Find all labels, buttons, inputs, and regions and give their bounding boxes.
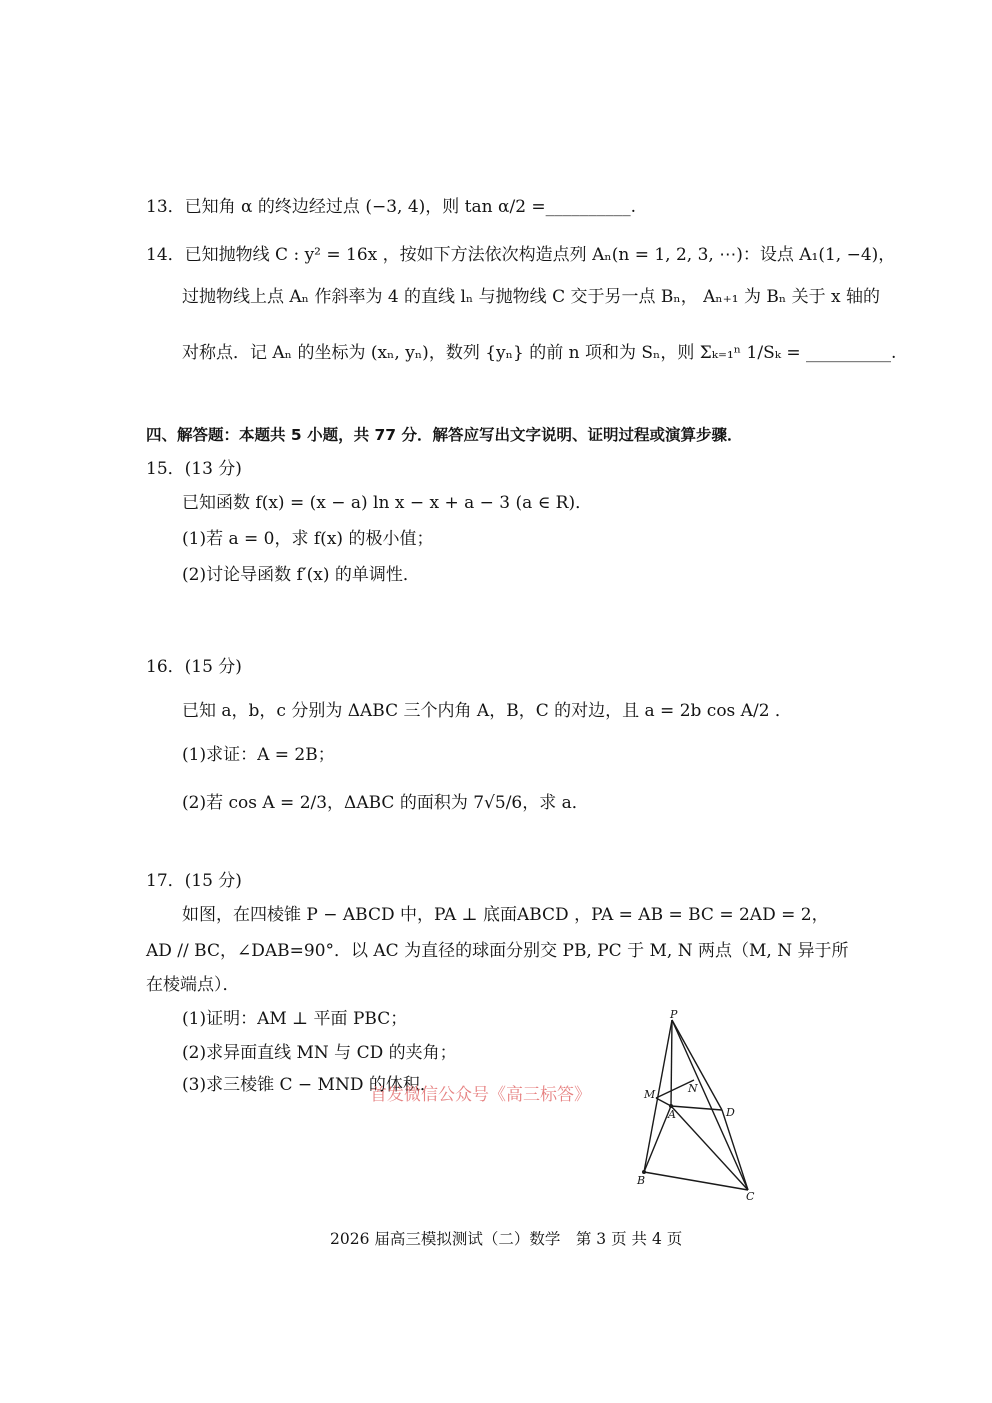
problem-14-line3: 对称点．记 Aₙ 的坐标为 (xₙ, yₙ)，数列 {yₙ} 的前 n 项和为 Sₙ，则 Σₖ₌₁ⁿ 1/Sₖ = __________.: [182, 343, 897, 363]
edge-PA: [671, 1020, 672, 1106]
edge-AC: [671, 1106, 748, 1190]
label-P: P: [670, 1008, 678, 1021]
edge-PD: [672, 1020, 722, 1110]
edge-AB: [644, 1106, 671, 1172]
problem-17-q3: (3)求三棱锥 C − MND 的体积．: [182, 1075, 437, 1095]
problem-14-line2: 过抛物线上点 Aₙ 作斜率为 4 的直线 lₙ 与抛物线 C 交于另一点 Bₙ， Aₙ₊₁ 为 Bₙ 关于 x 轴的: [182, 287, 881, 307]
segment-AM: [656, 1098, 671, 1106]
problem-17-line1: 如图，在四棱锥 P − ABCD 中，PA ⊥ 底面ABCD ，PA = AB = BC = 2AD = 2，: [182, 905, 829, 925]
problem-16-line1: 已知 a，b，c 分别为 ΔABC 三个内角 A，B，C 的对边，且 a = 2b cos A/2 ．: [182, 701, 792, 721]
problem-15-title: 15．(13 分): [146, 459, 242, 479]
problem-17-q2: (2)求异面直线 MN 与 CD 的夹角；: [182, 1043, 457, 1063]
section-4-heading: 四、解答题：本题共 5 小题，共 77 分．解答应写出文字说明、证明过程或演算步骤．: [146, 426, 743, 444]
problem-17-line3: 在棱端点）．: [146, 975, 240, 995]
edge-DC: [722, 1110, 748, 1190]
problem-15-line2: (1)若 a = 0，求 f(x) 的极小值；: [182, 529, 434, 549]
page-footer: 2026 届高三模拟测试（二）数学 第 3 页 共 4 页: [330, 1230, 683, 1248]
label-M: M: [644, 1088, 656, 1101]
problem-16-title: 16．(15 分): [146, 657, 242, 677]
problem-17-title: 17．(15 分): [146, 871, 242, 891]
problem-17-q1: (1)证明：AM ⊥ 平面 PBC；: [182, 1009, 408, 1029]
label-B: B: [637, 1174, 646, 1187]
label-D: D: [726, 1106, 735, 1119]
problem-14-line1: 14．已知抛物线 C : y² = 16x ，按如下方法依次构造点列 Aₙ(n = 1, 2, 3, ⋯)：设点 A₁(1, −4)，: [146, 245, 896, 265]
problem-13: 13．已知角 α 的终边经过点 (−3, 4)，则 tan α/2 =__________.: [146, 197, 637, 217]
label-C: C: [746, 1190, 755, 1203]
edge-BC: [644, 1172, 748, 1190]
label-N: N: [688, 1082, 698, 1095]
pyramid-figure: [628, 1004, 768, 1204]
watermark: 首发微信公众号《高三标答》: [370, 1085, 591, 1105]
problem-15-line3: (2)讨论导函数 f′(x) 的单调性．: [182, 565, 420, 585]
problem-17-line2: AD // BC，∠DAB=90°．以 AC 为直径的球面分别交 PB, PC 于 M, N 两点（M, N 异于所: [146, 941, 849, 961]
label-A: A: [668, 1108, 676, 1121]
problem-15-line1: 已知函数 f(x) = (x − a) ln x − x + a − 3 (a ∈ R)．: [182, 493, 593, 513]
edge-PC: [672, 1020, 748, 1190]
edge-AD: [671, 1106, 722, 1110]
problem-16-line2: (1)求证：A = 2B；: [182, 745, 335, 765]
problem-16-line3: (2)若 cos A = 2/3，ΔABC 的面积为 7√5/6，求 a．: [182, 793, 589, 813]
